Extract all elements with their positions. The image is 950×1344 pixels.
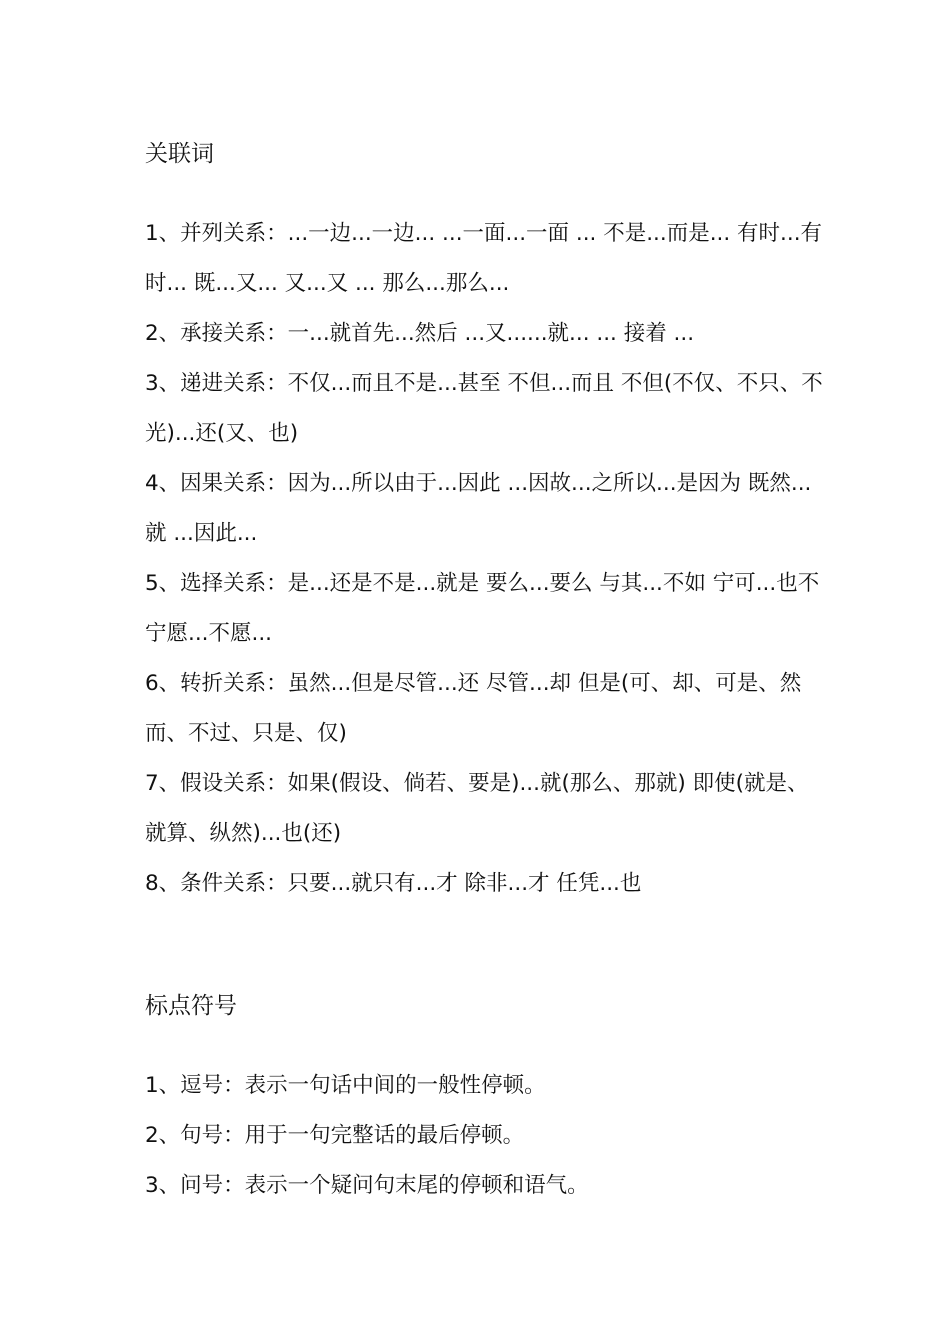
- list-item: 1、并列关系：...一边...一边... ...一面...一面 ... 不是...而是... 有时...有时... 既...又... 又...又 ... 那么...那么...: [145, 221, 823, 296]
- punctuation-list: [145, 1061, 825, 1211]
- list-item: 4、因果关系：因为...所以由于...因此 ...因故...之所以...是因为 既然...就 ...因此...: [145, 471, 812, 546]
- section-title-conjunctions: 关联词: [145, 141, 214, 167]
- conjunction-list: [145, 209, 825, 909]
- list-item: 5、选择关系：是...还是不是...就是 要么...要么 与其...不如 宁可...也不 宁愿...不愿...: [145, 571, 820, 646]
- list-item: 7、假设关系：如果(假设、倘若、要是)...就(那么、那就) 即使(就是、就算、纵然)...也(还): [145, 771, 809, 846]
- list-item: 8、条件关系：只要...就只有...才 除非...才 任凭...也: [145, 871, 642, 896]
- list-item: 2、句号：用于一句完整话的最后停顿。: [145, 1123, 525, 1148]
- document-page: [145, 0, 825, 1211]
- section-title-punctuation: 标点符号: [145, 993, 237, 1019]
- list-item: 1、逗号：表示一句话中间的一般性停顿。: [145, 1073, 546, 1098]
- list-item: 6、转折关系：虽然...但是尽管...还 尽管...却 但是(可、却、可是、然而、不过、只是、仅): [145, 671, 802, 746]
- list-item: 3、问号：表示一个疑问句末尾的停顿和语气。: [145, 1173, 589, 1198]
- list-item: 3、递进关系：不仅...而且不是...甚至 不但...而且 不但(不仅、不只、不光)...还(又、也): [145, 371, 823, 446]
- list-item: 2、承接关系：一...就首先...然后 ...又......就... ... 接着 ...: [145, 321, 695, 346]
